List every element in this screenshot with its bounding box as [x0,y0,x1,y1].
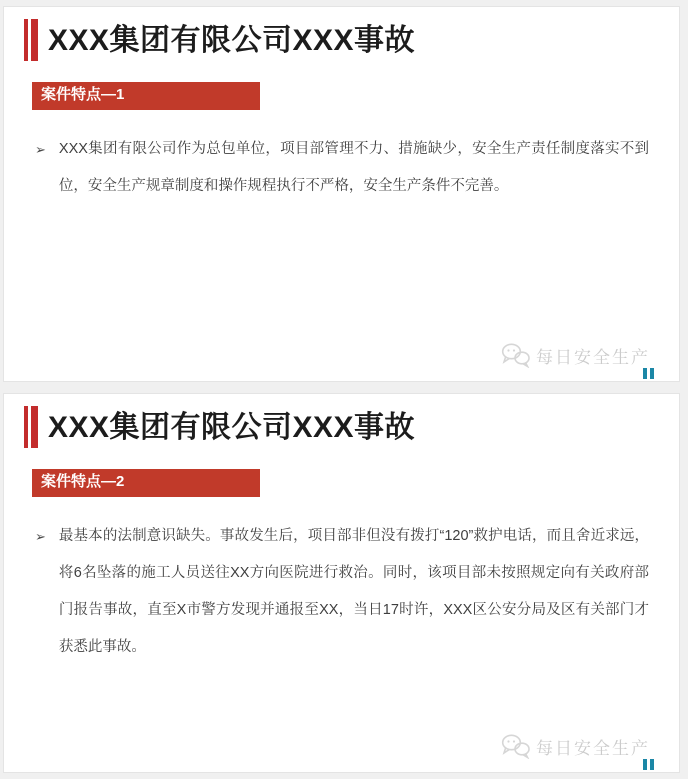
watermark-text: 每日安全生产 [536,738,650,758]
slide-2 [3,393,680,773]
section-banner: 案件特点—1 [32,82,260,110]
pause-icon [643,759,654,770]
slide-title-row [4,394,679,448]
watermark [500,342,650,368]
accent-bar-thin [24,19,28,61]
slide-title: XXX集团有限公司XXX事故 [48,23,416,57]
slide-title-row [4,7,679,61]
wechat-icon [500,342,531,368]
wechat-icon [500,733,531,759]
slide-1 [3,6,680,382]
title-accent-bars [24,406,38,448]
arrow-bullet-icon: ➢ [35,141,46,157]
accent-bar-thick [31,406,38,448]
section-banner: 案件特点—2 [32,469,260,497]
bullet-text: XXX集团有限公司作为总包单位，项目部管理不力、措施缺少，安全生产责任制度落实不到位，安全生产规章制度和操作规程执行不严格，安全生产条件不完善。 [58,140,649,194]
bullet-text: 最基本的法制意识缺失。事故发生后，项目部非但没有拨打“120”救护电话，而且舍近求远，将6名坠落的施工人员送往XX方向医院进行救治。同时，该项目部未按照规定向有关政府部门报告事故，直至X市警方发现并通报至XX，当日17时许，XXX区公安分局及区有关部门才获悉此事故。 [58,527,649,655]
bullet-item [35,131,649,205]
watermark [500,733,650,759]
arrow-bullet-icon: ➢ [35,528,46,544]
accent-bar-thin [24,406,28,448]
bullet-item [35,518,649,666]
title-accent-bars [24,19,38,61]
slide-title: XXX集团有限公司XXX事故 [48,410,416,444]
accent-bar-thick [31,19,38,61]
watermark-text: 每日安全生产 [536,347,650,367]
pause-icon [643,368,654,379]
